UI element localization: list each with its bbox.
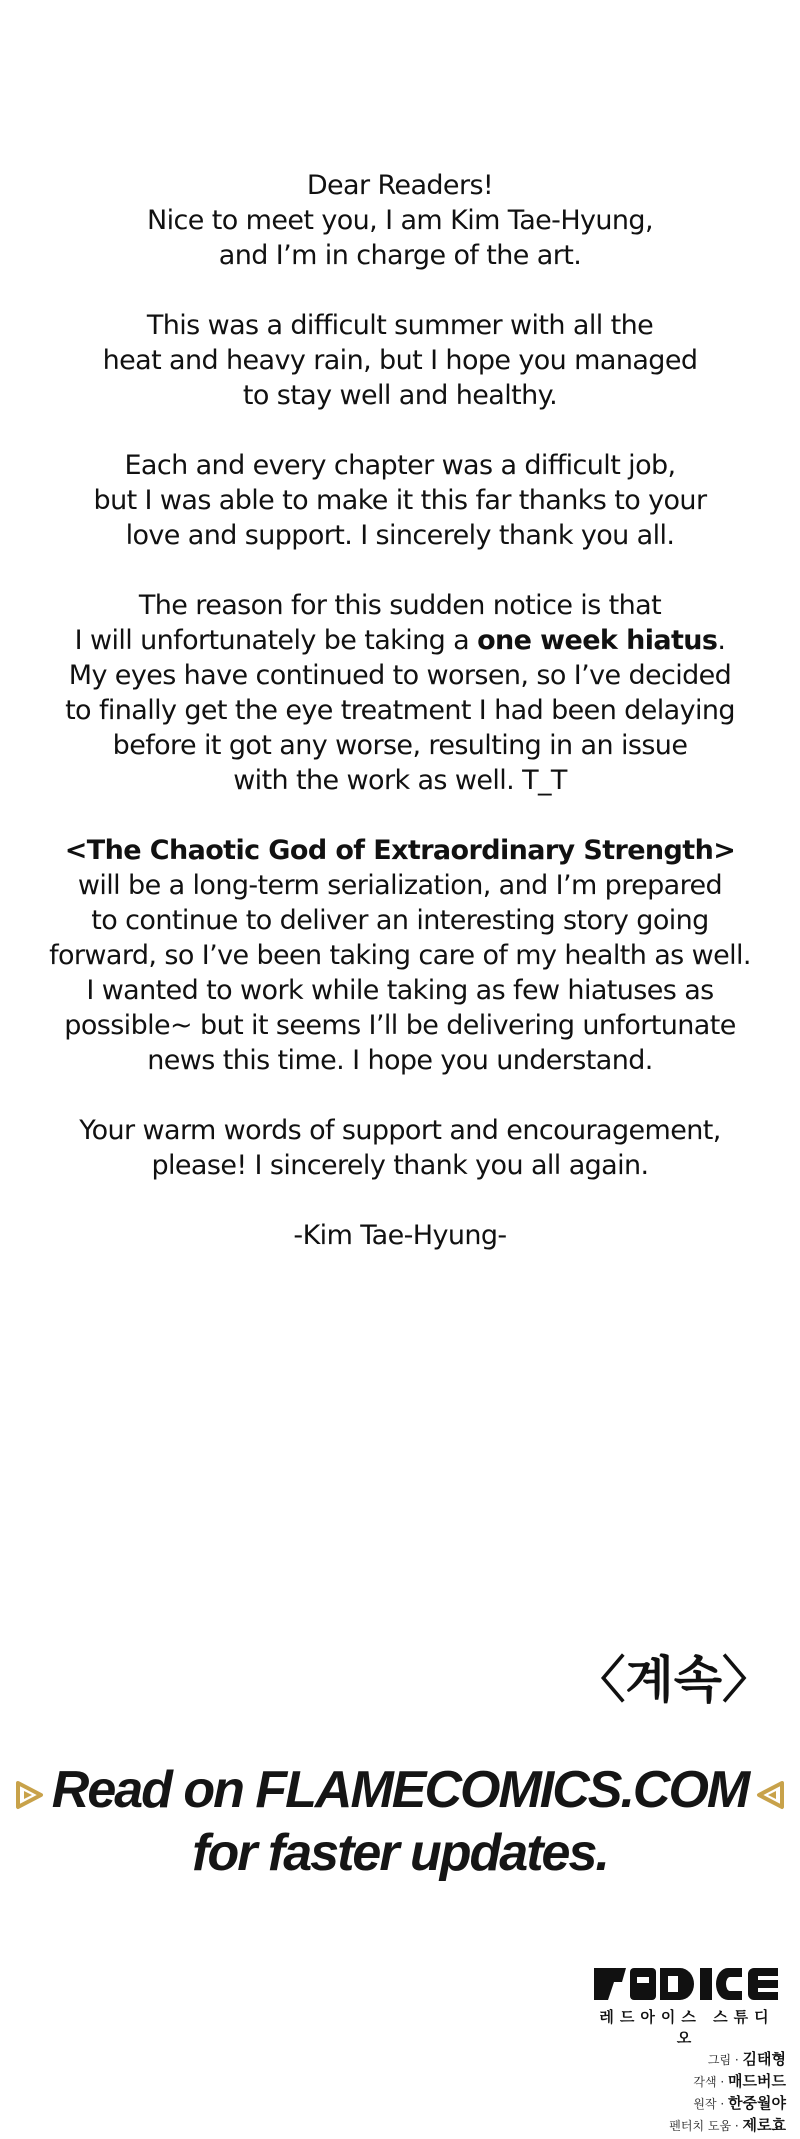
signature-text: -Kim Tae-Hyung- [293,1220,507,1251]
hiatus-paragraph [20,588,780,798]
series-title: <The Chaotic God of Extraordinary Strength> [64,835,736,866]
author-notice [20,168,780,1288]
notice-line: My eyes have continued to worsen, so I’ve decided [68,660,732,691]
credits-list [669,2049,786,2137]
notice-line: Dear Readers! [306,170,494,201]
signature [20,1218,780,1253]
serialization-paragraph [20,833,780,1078]
notice-line: before it got any worse, resulting in an issue [112,730,688,761]
notice-line: I wanted to work while taking as few hiatuses as [86,975,714,1006]
notice-line [20,623,780,658]
credit-role: 원작 · [693,2097,729,2111]
notice-line: will be a long-term serialization, and I’m prepared [77,870,723,901]
notice-line: and I’m in charge of the art. [218,240,582,271]
to-be-continued-label: 〈계속〉 [575,1651,772,1709]
notice-line: to finally get the eye treatment I had been delaying [65,695,735,726]
credit-name: 제로효 [742,2116,786,2134]
summer-paragraph [20,308,780,413]
promo-row [0,1760,800,1823]
notice-line: to continue to deliver an interesting story going [91,905,709,936]
promo-subline: for faster updates. [192,1824,608,1883]
notice-line: love and support. I sincerely thank you all. [125,520,675,551]
notice-line: Each and every chapter was a difficult job, [124,450,676,481]
notice-line: please! I sincerely thank you all again. [151,1150,649,1181]
notice-line: This was a difficult summer with all the [146,310,654,341]
right-triangle-icon [14,1763,44,1823]
notice-text: . [717,625,726,656]
notice-line: possible~ but it seems I’ll be delivering unfortunate [64,1010,736,1041]
hiatus-emphasis: one week hiatus [477,625,718,656]
notice-text: I will unfortunately be taking a [74,625,478,656]
promo-banner [0,1760,800,1883]
notice-line: The reason for this sudden notice is that [138,590,662,621]
studio-logo [592,1964,782,2048]
credit-role: 각색 · [693,2075,729,2089]
notice-line: forward, so I’ve been taking care of my health as well. [49,940,751,971]
notice-line: heat and heavy rain, but I hope you managed [102,345,698,376]
notice-line: to stay well and healthy. [242,380,558,411]
closing-paragraph [20,1113,780,1183]
notice-line: with the work as well. T_T [233,765,567,796]
credit-name: 매드버드 [728,2072,786,2090]
credit-name: 김태형 [742,2050,786,2068]
left-triangle-icon [756,1763,786,1823]
credit-name: 한중월야 [728,2094,786,2112]
greeting-paragraph [20,168,780,273]
credit-row [669,2115,786,2137]
thanks-paragraph [20,448,780,553]
studio-subtitle: 레드아이스 스튜디오 [599,2008,775,2047]
promo-site-text[interactable]: Read on FLAMECOMICS.COM [51,1761,749,1819]
credit-row [669,2071,786,2093]
credit-role: 펜터치 도움 · [669,2119,743,2133]
notice-line: news this time. I hope you understand. [147,1045,653,1076]
redice-logo-icon [592,1964,782,2004]
notice-line: Nice to meet you, I am Kim Tae-Hyung, [147,205,653,236]
notice-line: Your warm words of support and encouragement, [79,1115,721,1146]
notice-line: but I was able to make it this far thanks to your [93,485,707,516]
credit-row [669,2049,786,2071]
credit-row [669,2093,786,2115]
credit-role: 그림 · [707,2053,743,2067]
